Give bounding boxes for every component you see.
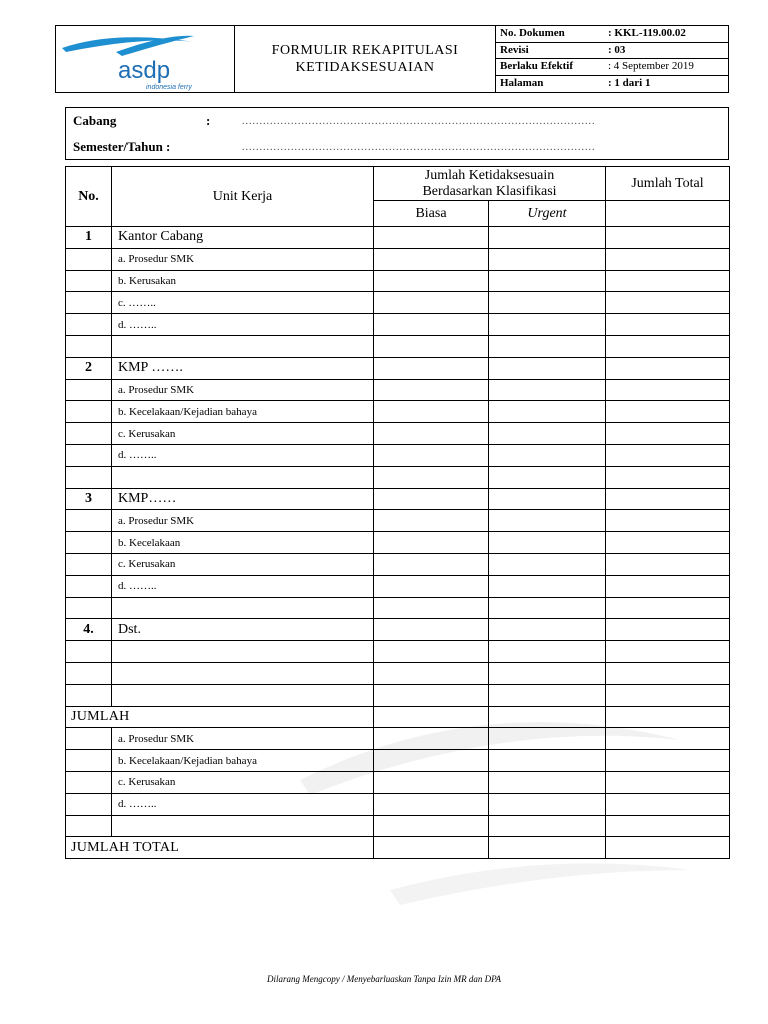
value-cell[interactable] bbox=[374, 662, 489, 684]
value-cell[interactable] bbox=[606, 597, 730, 619]
value-cell[interactable] bbox=[374, 771, 489, 793]
meta-value: : KKL-119.00.02 bbox=[608, 27, 686, 39]
semester-field[interactable]: ..................................................................................................... bbox=[242, 142, 596, 153]
value-cell[interactable] bbox=[374, 750, 489, 772]
value-cell[interactable] bbox=[606, 619, 730, 641]
value-cell[interactable] bbox=[606, 270, 730, 292]
row-number bbox=[66, 771, 112, 793]
value-cell[interactable] bbox=[489, 575, 606, 597]
meta-key: Revisi bbox=[500, 43, 529, 56]
table-row bbox=[66, 314, 730, 336]
value-cell[interactable] bbox=[489, 662, 606, 684]
cabang-colon: : bbox=[206, 113, 211, 128]
logo-tagline: indonesia ferry bbox=[146, 84, 192, 91]
row-number: 2 bbox=[66, 357, 112, 379]
unit-item: c. Kerusakan bbox=[112, 553, 374, 575]
value-cell[interactable] bbox=[489, 837, 606, 859]
value-cell[interactable] bbox=[489, 771, 606, 793]
value-cell[interactable] bbox=[606, 662, 730, 684]
col-header-total-sub bbox=[606, 201, 730, 227]
value-cell[interactable] bbox=[374, 227, 489, 249]
title-line-2: KETIDAKSESUAIAN bbox=[295, 60, 435, 75]
meta-row bbox=[495, 43, 729, 60]
unit-item: b. Kecelakaan bbox=[112, 532, 374, 554]
title-line-1: FORMULIR REKAPITULASI bbox=[271, 43, 459, 58]
value-cell[interactable] bbox=[489, 357, 606, 379]
value-cell[interactable] bbox=[374, 357, 489, 379]
value-cell[interactable] bbox=[489, 444, 606, 466]
value-cell[interactable] bbox=[489, 227, 606, 249]
value-cell[interactable] bbox=[606, 532, 730, 554]
value-cell[interactable] bbox=[374, 837, 489, 859]
semester-label: Semester/Tahun : bbox=[73, 139, 171, 154]
row-number bbox=[66, 466, 112, 488]
value-cell[interactable] bbox=[606, 401, 730, 423]
table-row bbox=[66, 335, 730, 357]
col-header-biasa: Biasa bbox=[374, 201, 489, 227]
footer-note: Dilarang Mengcopy / Menyebarluaskan Tanpa Izin MR dan DPA bbox=[267, 974, 501, 984]
unit-item: b. Kerusakan bbox=[112, 270, 374, 292]
value-cell[interactable] bbox=[374, 553, 489, 575]
value-cell[interactable] bbox=[374, 793, 489, 815]
meta-value: : 03 bbox=[608, 43, 626, 56]
col-header-jumlah-line1: Jumlah Ketidaksesuain bbox=[424, 167, 555, 183]
value-cell[interactable] bbox=[374, 815, 489, 837]
value-cell[interactable] bbox=[489, 466, 606, 488]
row-number bbox=[66, 335, 112, 357]
col-header-jumlah bbox=[374, 167, 606, 201]
cabang-box bbox=[65, 107, 729, 160]
table-row bbox=[66, 444, 730, 466]
document-title bbox=[234, 26, 496, 92]
value-cell[interactable] bbox=[374, 401, 489, 423]
unit-item: d. …….. bbox=[112, 793, 374, 815]
value-cell[interactable] bbox=[374, 597, 489, 619]
table-row bbox=[66, 684, 730, 706]
unit-item: b. Kecelakaan/Kejadian bahaya bbox=[112, 401, 374, 423]
value-cell[interactable] bbox=[606, 641, 730, 663]
value-cell[interactable] bbox=[606, 379, 730, 401]
total-label: JUMLAH TOTAL bbox=[66, 837, 374, 859]
value-cell[interactable] bbox=[374, 292, 489, 314]
table-row bbox=[66, 379, 730, 401]
value-cell[interactable] bbox=[374, 270, 489, 292]
value-cell[interactable] bbox=[374, 466, 489, 488]
value-cell[interactable] bbox=[489, 423, 606, 445]
value-cell[interactable] bbox=[606, 706, 730, 728]
meta-key: No. Dokumen bbox=[500, 27, 565, 39]
value-cell[interactable] bbox=[489, 750, 606, 772]
value-cell[interactable] bbox=[606, 335, 730, 357]
value-cell[interactable] bbox=[606, 815, 730, 837]
value-cell[interactable] bbox=[489, 619, 606, 641]
value-cell[interactable] bbox=[606, 466, 730, 488]
rekap-table bbox=[65, 166, 730, 859]
unit-item: c. …….. bbox=[112, 292, 374, 314]
logo-text: asdp bbox=[118, 57, 171, 84]
meta-row bbox=[495, 26, 729, 43]
value-cell[interactable] bbox=[606, 750, 730, 772]
row-number bbox=[66, 750, 112, 772]
table-row bbox=[66, 815, 730, 837]
unit-item bbox=[112, 466, 374, 488]
value-cell[interactable] bbox=[606, 444, 730, 466]
table-row bbox=[66, 532, 730, 554]
jumlah-label: JUMLAH bbox=[66, 706, 374, 728]
value-cell[interactable] bbox=[374, 335, 489, 357]
row-number bbox=[66, 662, 112, 684]
row-number bbox=[66, 684, 112, 706]
row-number bbox=[66, 641, 112, 663]
meta-value: : 1 dari 1 bbox=[608, 76, 651, 89]
table-row bbox=[66, 793, 730, 815]
row-number bbox=[66, 815, 112, 837]
table-row bbox=[66, 401, 730, 423]
unit-item: c. Kerusakan bbox=[112, 423, 374, 445]
value-cell[interactable] bbox=[374, 619, 489, 641]
value-cell[interactable] bbox=[489, 641, 606, 663]
row-number bbox=[66, 532, 112, 554]
row-number bbox=[66, 401, 112, 423]
document-header bbox=[55, 25, 729, 93]
value-cell[interactable] bbox=[374, 575, 489, 597]
row-number: 4. bbox=[66, 619, 112, 641]
value-cell[interactable] bbox=[489, 793, 606, 815]
table-row bbox=[66, 553, 730, 575]
meta-row bbox=[495, 59, 729, 76]
value-cell[interactable] bbox=[374, 684, 489, 706]
row-number bbox=[66, 728, 112, 750]
value-cell[interactable] bbox=[489, 335, 606, 357]
value-cell[interactable] bbox=[606, 728, 730, 750]
unit-item bbox=[112, 597, 374, 619]
table-row bbox=[66, 641, 730, 663]
unit-item bbox=[112, 662, 374, 684]
value-cell[interactable] bbox=[489, 532, 606, 554]
value-cell[interactable] bbox=[489, 728, 606, 750]
table-row bbox=[66, 771, 730, 793]
value-cell[interactable] bbox=[489, 314, 606, 336]
meta-row bbox=[495, 76, 729, 93]
table-body bbox=[66, 227, 730, 859]
value-cell[interactable] bbox=[374, 444, 489, 466]
value-cell[interactable] bbox=[606, 837, 730, 859]
row-number bbox=[66, 423, 112, 445]
table-row bbox=[66, 423, 730, 445]
value-cell[interactable] bbox=[489, 488, 606, 510]
value-cell[interactable] bbox=[374, 379, 489, 401]
table-row bbox=[66, 750, 730, 772]
value-cell[interactable] bbox=[489, 292, 606, 314]
unit-item bbox=[112, 641, 374, 663]
value-cell[interactable] bbox=[489, 706, 606, 728]
total-row bbox=[66, 837, 730, 859]
unit-item bbox=[112, 815, 374, 837]
value-cell[interactable] bbox=[606, 553, 730, 575]
document-meta bbox=[495, 26, 729, 92]
row-number bbox=[66, 379, 112, 401]
value-cell[interactable] bbox=[489, 401, 606, 423]
unit-item: a. Prosedur SMK bbox=[112, 510, 374, 532]
unit-item: d. …….. bbox=[112, 314, 374, 336]
cabang-field[interactable]: ..................................................................................................... bbox=[242, 116, 596, 127]
value-cell[interactable] bbox=[374, 488, 489, 510]
row-number bbox=[66, 597, 112, 619]
meta-key: Halaman bbox=[500, 76, 544, 89]
value-cell[interactable] bbox=[374, 423, 489, 445]
value-cell[interactable] bbox=[606, 314, 730, 336]
value-cell[interactable] bbox=[606, 357, 730, 379]
asdp-logo-icon bbox=[56, 26, 234, 92]
meta-value: : 4 September 2019 bbox=[608, 60, 694, 72]
col-header-unit: Unit Kerja bbox=[112, 167, 374, 227]
row-number bbox=[66, 248, 112, 270]
table-row bbox=[66, 662, 730, 684]
jumlah-row bbox=[66, 706, 730, 728]
value-cell[interactable] bbox=[606, 227, 730, 249]
unit-name: Dst. bbox=[112, 619, 374, 641]
value-cell[interactable] bbox=[374, 248, 489, 270]
unit-item: d. …….. bbox=[112, 444, 374, 466]
col-header-no: No. bbox=[66, 167, 112, 227]
section-row bbox=[66, 357, 730, 379]
col-header-total: Jumlah Total bbox=[606, 167, 730, 201]
section-row bbox=[66, 227, 730, 249]
row-number bbox=[66, 575, 112, 597]
table-row bbox=[66, 248, 730, 270]
table-row bbox=[66, 575, 730, 597]
value-cell[interactable] bbox=[489, 248, 606, 270]
table-row bbox=[66, 728, 730, 750]
logo bbox=[56, 26, 234, 92]
value-cell[interactable] bbox=[606, 684, 730, 706]
value-cell[interactable] bbox=[489, 510, 606, 532]
unit-item: a. Prosedur SMK bbox=[112, 248, 374, 270]
col-header-urgent: Urgent bbox=[489, 201, 606, 227]
value-cell[interactable] bbox=[489, 815, 606, 837]
unit-name: Kantor Cabang bbox=[112, 227, 374, 249]
value-cell[interactable] bbox=[374, 641, 489, 663]
value-cell[interactable] bbox=[606, 793, 730, 815]
unit-item: c. Kerusakan bbox=[112, 771, 374, 793]
col-header-jumlah-line2: Berdasarkan Klasifikasi bbox=[422, 183, 557, 199]
value-cell[interactable] bbox=[606, 248, 730, 270]
value-cell[interactable] bbox=[489, 270, 606, 292]
value-cell[interactable] bbox=[374, 314, 489, 336]
value-cell[interactable] bbox=[606, 423, 730, 445]
unit-name: KMP…… bbox=[112, 488, 374, 510]
table-row bbox=[66, 270, 730, 292]
value-cell[interactable] bbox=[606, 771, 730, 793]
row-number bbox=[66, 444, 112, 466]
value-cell[interactable] bbox=[606, 292, 730, 314]
row-number: 3 bbox=[66, 488, 112, 510]
table-row bbox=[66, 510, 730, 532]
table-row bbox=[66, 292, 730, 314]
unit-name: KMP ……. bbox=[112, 357, 374, 379]
value-cell[interactable] bbox=[374, 510, 489, 532]
row-number: 1 bbox=[66, 227, 112, 249]
row-number bbox=[66, 510, 112, 532]
unit-item bbox=[112, 684, 374, 706]
row-number bbox=[66, 793, 112, 815]
row-number bbox=[66, 292, 112, 314]
cabang-label: Cabang bbox=[73, 113, 117, 128]
unit-item bbox=[112, 335, 374, 357]
value-cell[interactable] bbox=[374, 706, 489, 728]
value-cell[interactable] bbox=[606, 488, 730, 510]
section-row bbox=[66, 488, 730, 510]
row-number bbox=[66, 553, 112, 575]
table-row bbox=[66, 597, 730, 619]
unit-item: a. Prosedur SMK bbox=[112, 728, 374, 750]
value-cell[interactable] bbox=[374, 532, 489, 554]
unit-item: d. …….. bbox=[112, 575, 374, 597]
meta-key: Berlaku Efektif bbox=[500, 60, 574, 72]
value-cell[interactable] bbox=[606, 575, 730, 597]
unit-item: b. Kecelakaan/Kejadian bahaya bbox=[112, 750, 374, 772]
row-number bbox=[66, 314, 112, 336]
value-cell[interactable] bbox=[489, 379, 606, 401]
value-cell[interactable] bbox=[489, 597, 606, 619]
section-row bbox=[66, 619, 730, 641]
value-cell[interactable] bbox=[606, 510, 730, 532]
unit-item: a. Prosedur SMK bbox=[112, 379, 374, 401]
row-number bbox=[66, 270, 112, 292]
value-cell[interactable] bbox=[374, 728, 489, 750]
table-row bbox=[66, 466, 730, 488]
value-cell[interactable] bbox=[489, 684, 606, 706]
value-cell[interactable] bbox=[489, 553, 606, 575]
